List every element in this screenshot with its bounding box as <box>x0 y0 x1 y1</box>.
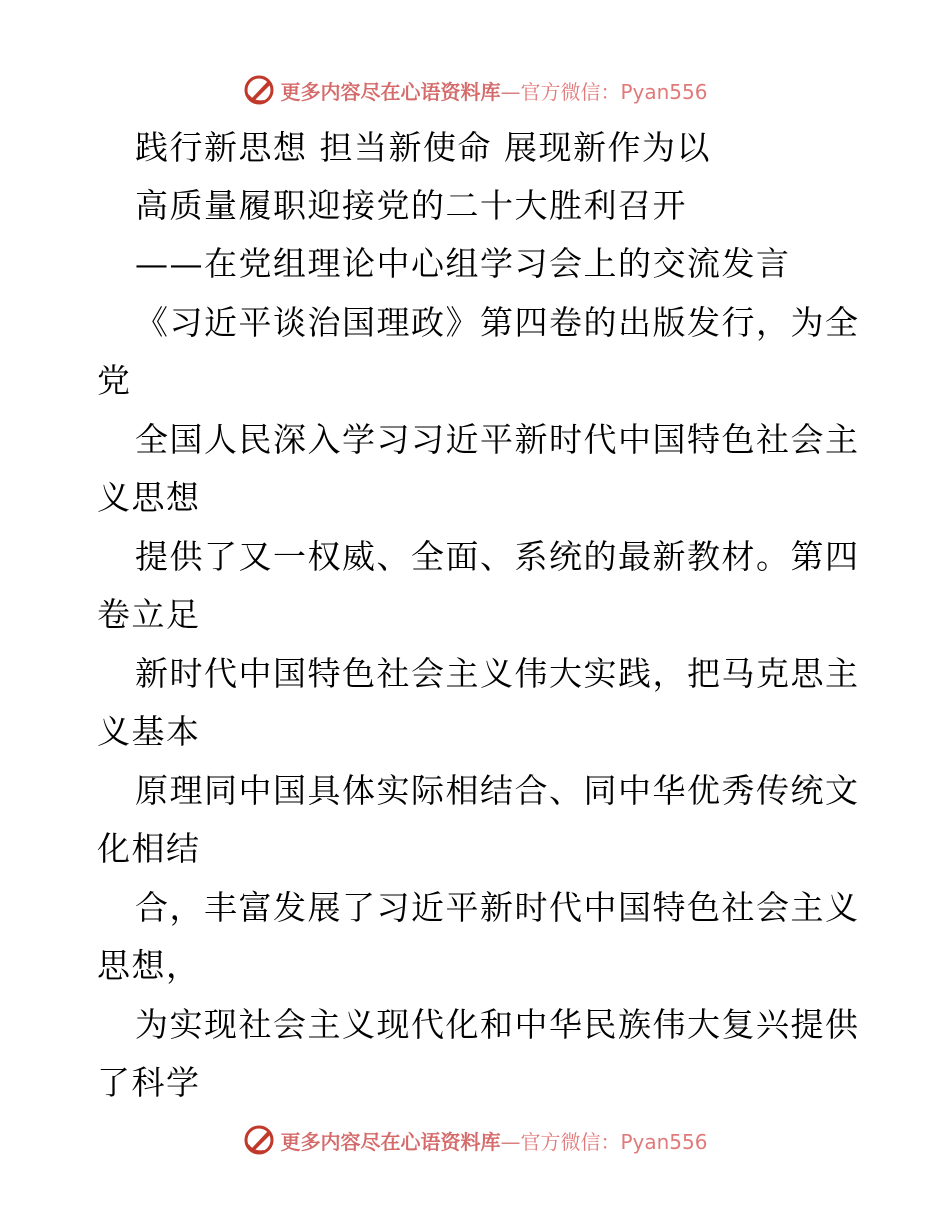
body-line: 全国人民深入学习习近平新时代中国特色社会主 <box>135 420 860 459</box>
title-line-2: 高质量履职迎接党的二十大胜利召开 <box>135 186 687 225</box>
title-line-1: 践行新思想 担当新使命 展现新作为以 <box>135 128 711 167</box>
banner-separator: — <box>500 79 521 104</box>
body-line: 卷立足 <box>97 595 201 634</box>
body-line: 新时代中国特色社会主义伟大实践，把马克思主 <box>135 654 860 693</box>
body-line: 化相结 <box>97 829 201 868</box>
body-line: 提供了又一权威、全面、系统的最新教材。第四 <box>135 537 860 576</box>
body-line: 党 <box>97 361 132 400</box>
body-line: 思想， <box>97 946 201 985</box>
footer-banner <box>0 1120 950 1160</box>
body-line: 义基本 <box>97 712 201 751</box>
banner-contact: 官方微信：Pyan556 <box>520 79 708 104</box>
header-banner <box>0 70 950 110</box>
subtitle: ——在党组理论中心组学习会上的交流发言 <box>135 244 791 283</box>
body-line: 为实现社会主义现代化和中华民族伟大复兴提供 <box>135 1005 860 1044</box>
body-line: 合，丰富发展了习近平新时代中国特色社会主义 <box>135 888 860 927</box>
banner-text <box>280 76 707 105</box>
banner-main: 更多内容尽在心语资料库 <box>280 1129 501 1154</box>
body-line: 了科学 <box>97 1063 201 1102</box>
banner-separator: — <box>500 1129 521 1154</box>
banner-text <box>280 1126 707 1155</box>
pen-circle-logo-icon <box>242 73 276 107</box>
body-line: 《习近平谈治国理政》第四卷的出版发行，为全 <box>135 303 860 342</box>
body-line: 义思想 <box>97 478 201 517</box>
banner-contact: 官方微信：Pyan556 <box>520 1129 708 1154</box>
banner-main: 更多内容尽在心语资料库 <box>280 79 501 104</box>
pen-circle-logo-icon <box>242 1123 276 1157</box>
body-line: 原理同中国具体实际相结合、同中华优秀传统文 <box>135 771 860 810</box>
